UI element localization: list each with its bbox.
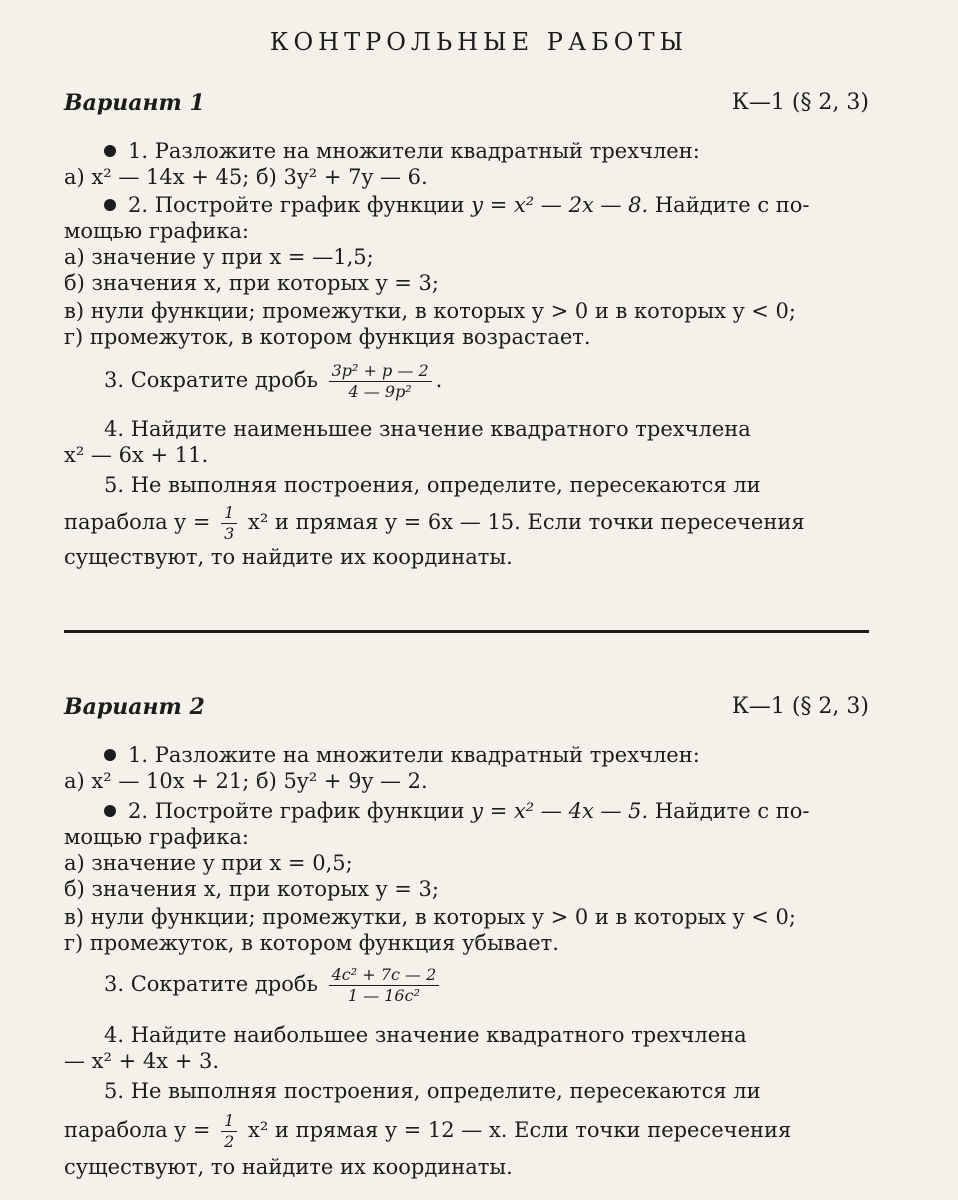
v2-task4-line1: 4. Найдите наибольшее значение квадратного трехчлена [104,1023,747,1047]
v1-task1-options: а) x² — 14x + 45; б) 3y² + 7y — 6. [64,165,428,189]
v2-task3-numerator: 4c² + 7c — 2 [329,966,440,986]
variant-2-header [64,694,869,728]
v1-task2-b: б) значения x, при которых y = 3; [64,271,439,295]
v1-task1-text: 1. Разложите на множители квадратный трехчлен: [128,139,700,163]
v1-task5-line1: 5. Не выполняя построения, определите, пересекаются ли [104,473,761,497]
v2-task1-options: а) x² — 10x + 21; б) 5y² + 9y — 2. [64,769,428,793]
section-divider [64,630,869,633]
variant-1-name: Вариант 1 [64,90,205,116]
v1-task2-line2: мощью графика: [64,219,250,243]
v1-task2-c: в) нули функции; промежутки, в которых y > 0 и в которых y < 0; [64,299,796,323]
variant-2-name: Вариант 2 [64,694,205,720]
v2-task2-function: y = x² — 4x — 5. [471,799,649,823]
v2-task4-line2: — x² + 4x + 3. [64,1049,220,1073]
v1-task5-text-b: x² и прямая y = 6x — 15. Если точки пересечения [248,510,805,534]
v1-task2-end: Найдите с по- [654,193,810,217]
v1-task5-denominator: 3 [224,524,235,543]
v1-task4-line2: x² — 6x + 11. [64,443,209,467]
v2-task2-c: в) нули функции; промежутки, в которых y > 0 и в которых y < 0; [64,905,796,929]
v2-task3-text: 3. Сократите дробь [104,972,318,996]
v2-task5-line2 [64,1112,869,1151]
v2-task5-denominator: 2 [224,1132,235,1151]
v1-task3-text: 3. Сократите дробь [104,368,318,392]
v1-task5-line2 [64,504,869,543]
v2-task2-line2: мощью графика: [64,825,250,849]
v2-task2-text: 2. Постройте график функции [128,799,465,823]
v2-task1-text: 1. Разложите на множители квадратный трехчлен: [128,743,700,767]
v2-task2-d: г) промежуток, в котором функция убывает. [64,931,559,955]
variant-1-code: К—1 (§ 2, 3) [731,90,869,115]
v1-task5-numerator: 1 [221,504,237,524]
v1-task4-line1: 4. Найдите наименьшее значение квадратного трехчлена [104,417,751,441]
v2-task3 [104,966,909,1005]
v2-task5-numerator: 1 [221,1112,237,1132]
v2-task3-denominator: 1 — 16c² [347,986,420,1005]
v1-task5-fraction [221,504,237,543]
v1-task3-denominator: 4 — 9p² [348,382,412,401]
v1-task5-text-a: парабола y = [64,510,211,534]
page-title: КОНТРОЛЬНЫЕ РАБОТЫ [269,28,689,56]
v2-task2-a: а) значение y при x = 0,5; [64,851,353,875]
v1-task2-a: а) значение y при x = —1,5; [64,245,374,269]
variant-1-header [64,90,869,124]
v2-task5-text-b: x² и прямая y = 12 — x. Если точки пересечения [248,1118,792,1142]
bullet-icon [104,749,116,761]
v1-task3 [104,362,869,401]
bullet-icon [104,145,116,157]
v2-task5-line3: существуют, то найдите их координаты. [64,1155,513,1179]
v2-task5-text-a: парабола y = [64,1118,211,1142]
v1-task2-text: 2. Постройте график функции [128,193,465,217]
v1-task2-d: г) промежуток, в котором функция возрастает. [64,325,591,349]
v1-task3-fraction [329,362,432,401]
v2-task2-b: б) значения x, при которых y = 3; [64,877,439,901]
variant-2-code: К—1 (§ 2, 3) [731,694,869,719]
bullet-icon [104,199,116,211]
v2-task5-line1: 5. Не выполняя построения, определите, пересекаются ли [104,1079,761,1103]
v1-task3-numerator: 3p² + p — 2 [329,362,432,382]
v1-task3-end: . [435,368,443,392]
v2-task3-fraction [329,966,440,1005]
v1-task2-function: y = x² — 2x — 8. [471,193,649,217]
v2-task2-end: Найдите с по- [654,799,810,823]
v1-task5-line3: существуют, то найдите их координаты. [64,545,513,569]
bullet-icon [104,805,116,817]
v2-task5-fraction [221,1112,237,1151]
